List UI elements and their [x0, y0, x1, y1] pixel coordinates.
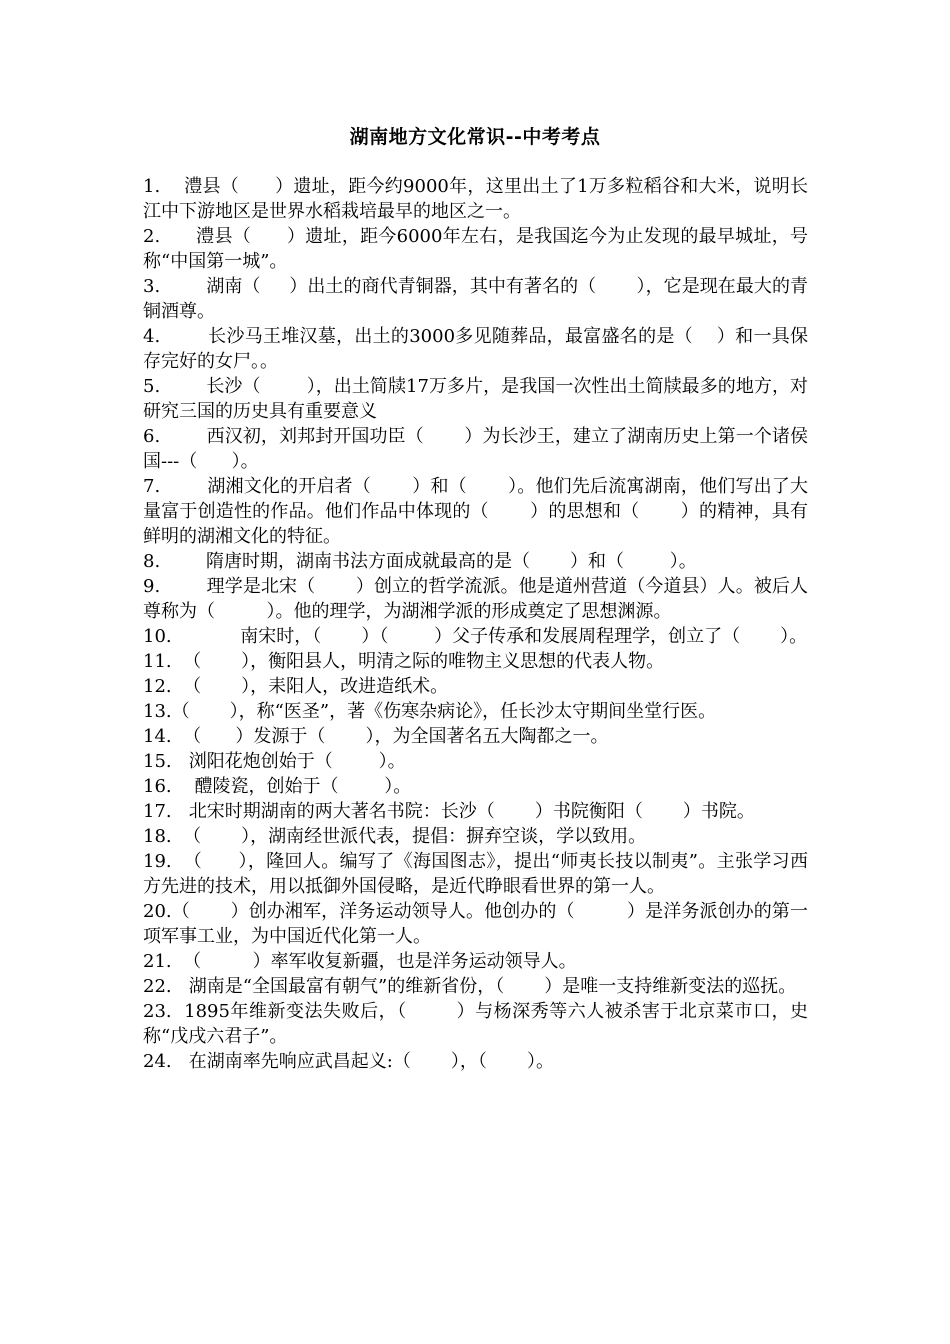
question-item: 16. 醴陵瓷，创始于（ ）。 [143, 776, 412, 797]
question-list [143, 174, 808, 1074]
question-item: 1. 澧县（ ）遗址，距今约9000年，这里出土了1万多粒稻谷和大米，说明长江中下游地区是世界水稻栽培最早的地区之一。 [143, 176, 808, 222]
question-item: 21. （ ）率军收复新疆，也是洋务运动领导人。 [143, 951, 577, 972]
question-item: 22. 湖南是“全国最富有朝气”的维新省份，（ ）是唯一支持维新变法的巡抚。 [143, 976, 797, 997]
question-item: 20.（ ）创办湘军，洋务运动领导人。他创办的（ ）是洋务派创办的第一项军事工业，为中国近代化第一人。 [143, 901, 808, 947]
question-item: 15. 浏阳花炮创始于（ ）。 [143, 751, 406, 772]
question-item: 6. 西汉初，刘邦封开国功臣（ ）为长沙王，建立了湖南历史上第一个诸侯国---（ ）。 [143, 426, 808, 472]
question-item: 9. 理学是北宋（ ）创立的哲学流派。他是道州营道（今道县）人。被后人尊称为（ ）。他的理学，为湖湘学派的形成奠定了思想渊源。 [143, 576, 808, 622]
question-item: 4. 长沙马王堆汉墓，出土的3000多见随葬品，最富盛名的是（ ）和一具保存完好的女尸。。 [143, 326, 808, 372]
question-item: 13.（ ），称“医圣”，著《伤寒杂病论》，任长沙太守期间坐堂行医。 [143, 701, 717, 722]
question-item: 24. 在湖南率先响应武昌起义:（ ），（ ）。 [143, 1051, 554, 1072]
question-item: 12. （ ），耒阳人，改进造纸术。 [143, 676, 449, 697]
question-item: 3. 湖南（ ）出土的商代青铜器，其中有著名的（ ），它是现在最大的青铜酒尊。 [143, 276, 808, 322]
question-item: 23. 1895年维新变法失败后，（ ）与杨深秀等六人被杀害于北京菜市口，史称“戊戌六君子”。 [143, 1001, 808, 1047]
question-item: 2. 澧县（ ）遗址，距今6000年左右，是我国迄今为止发现的最早城址，号称“中国第一城”。 [143, 226, 808, 272]
question-item: 11. （ ），衡阳县人，明清之际的唯物主义思想的代表人物。 [143, 651, 665, 672]
question-item: 7. 湖湘文化的开启者（ ）和（ ）。他们先后流寓湖南，他们写出了大量富于创造性的作品。他们作品中体现的（ ）的思想和（ ）的精神，具有鲜明的湖湘文化的特征。 [143, 476, 808, 547]
question-item: 8. 隋唐时期，湖南书法方面成就最高的是（ ）和（ ）。 [143, 551, 697, 572]
question-item: 10. 南宋时，（ ）（ ）父子传承和发展周程理学，创立了（ ）。 [143, 626, 808, 647]
question-item: 5. 长沙（ ），出土简牍17万多片，是我国一次性出土简牍最多的地方，对研究三国的历史具有重要意义 [143, 376, 808, 422]
question-item: 17. 北宋时期湖南的两大著名书院：长沙（ ）书院衡阳（ ）书院。 [143, 801, 755, 822]
question-item: 18. （ ），湖南经世派代表，提倡：摒弃空谈，学以致用。 [143, 826, 647, 847]
question-item: 14. （ ）发源于（ ），为全国著名五大陶都之一。 [143, 726, 609, 747]
question-item: 19. （ ），隆回人。编写了《海国图志》，提出“师夷长技以制夷”。主张学习西方先进的技术，用以抵御外国侵略，是近代睁眼看世界的第一人。 [143, 851, 808, 897]
page-title: 湖南地方文化常识--中考考点 [349, 126, 601, 148]
